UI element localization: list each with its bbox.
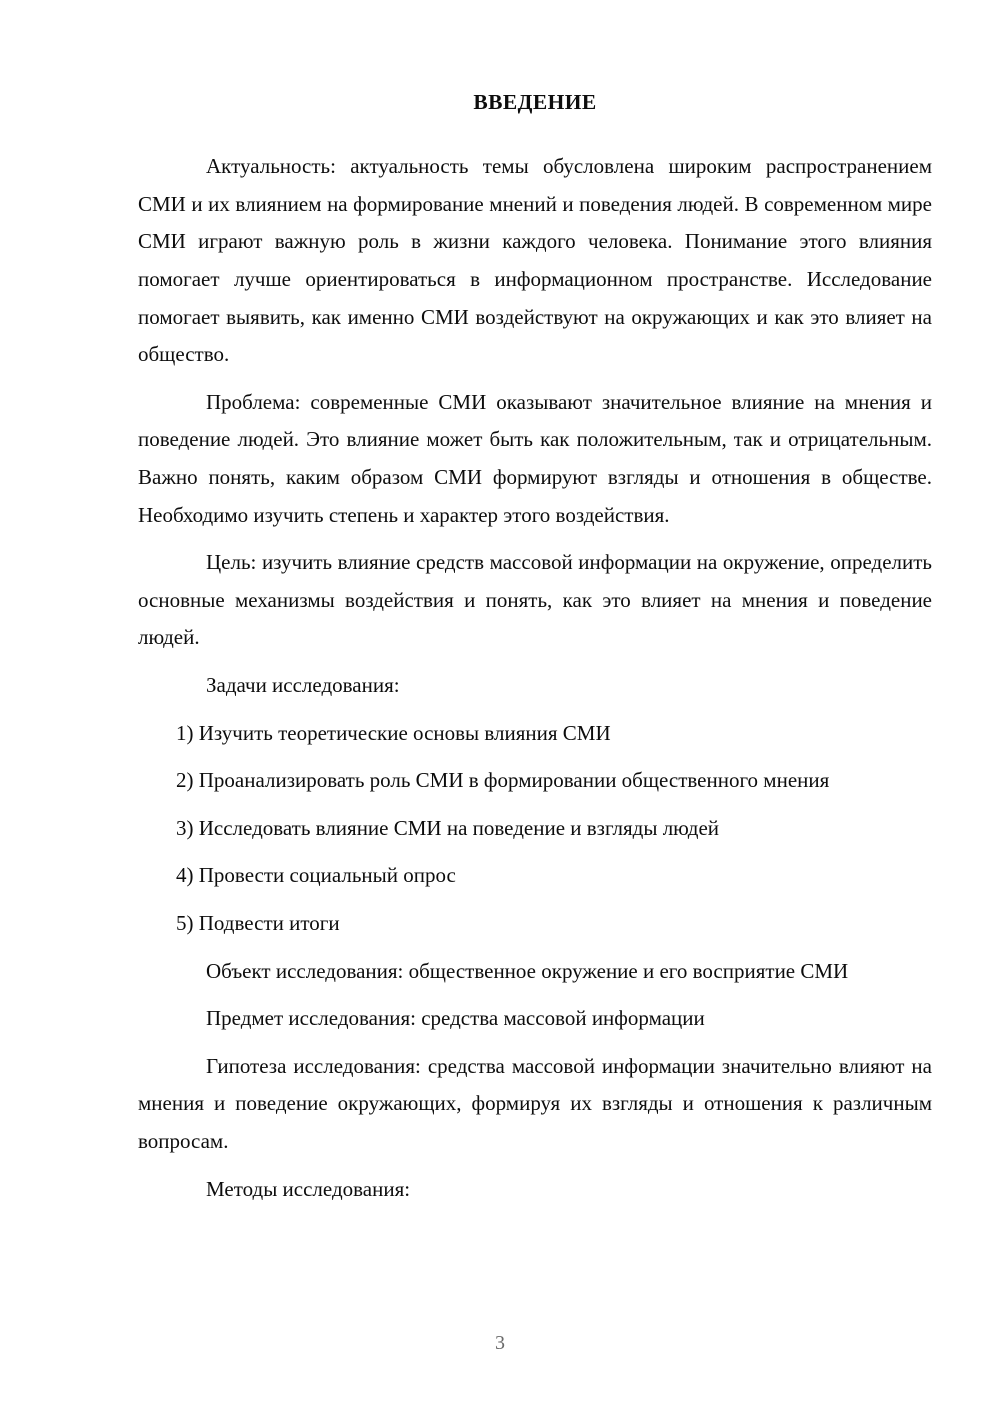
paragraph-object: Объект исследования: общественное окружение и его восприятие СМИ: [206, 958, 849, 983]
list-item: 5) Подвести итоги: [176, 910, 340, 935]
list-item: 4) Провести социальный опрос: [176, 863, 456, 888]
paragraph-goal: Цель: изучить влияние средств массовой информации на окружение, определить основные механизмы воздействия и понять, как это влияет на мнения и поведение людей.: [138, 550, 932, 650]
list-item: 1) Изучить теоретические основы влияния СМИ: [176, 720, 611, 745]
list-item: 2) Проанализировать роль СМИ в формировании общественного мнения: [176, 768, 830, 793]
page-title: ВВЕДЕНИЕ: [473, 90, 597, 114]
paragraph-subject: Предмет исследования: средства массовой информации: [206, 1006, 705, 1031]
paragraph-relevance: Актуальность: актуальность темы обусловлена широким распространением СМИ и их влиянием на формирование мнений и поведения людей. В современном мире СМИ играют важную роль в жизни каждого человека. Понимание этого влияния помогает лучше ориентироваться в информационном пространстве. Исследование помогает выявить, как именно СМИ воздействуют на окружающих и как это влияет на общество.: [138, 154, 932, 367]
heading-methods: Методы исследования:: [206, 1176, 411, 1201]
heading-tasks: Задачи исследования:: [206, 672, 400, 697]
document-body: [138, 86, 932, 1218]
paragraph-hypothesis: Гипотеза исследования: средства массовой информации значительно влияют на мнения и поведение окружающих, формируя их взгляды и отношения к различным вопросам.: [138, 1053, 932, 1153]
page-number: 3: [495, 1332, 505, 1354]
list-item: 3) Исследовать влияние СМИ на поведение и взгляды людей: [176, 815, 720, 840]
paragraph-problem: Проблема: современные СМИ оказывают значительное влияние на мнения и поведение людей. Это влияние может быть как положительным, так и отрицательным. Важно понять, каким образом СМИ формируют взгляды и отношения в обществе. Необходимо изучить степень и характер этого воздействия.: [138, 389, 932, 527]
